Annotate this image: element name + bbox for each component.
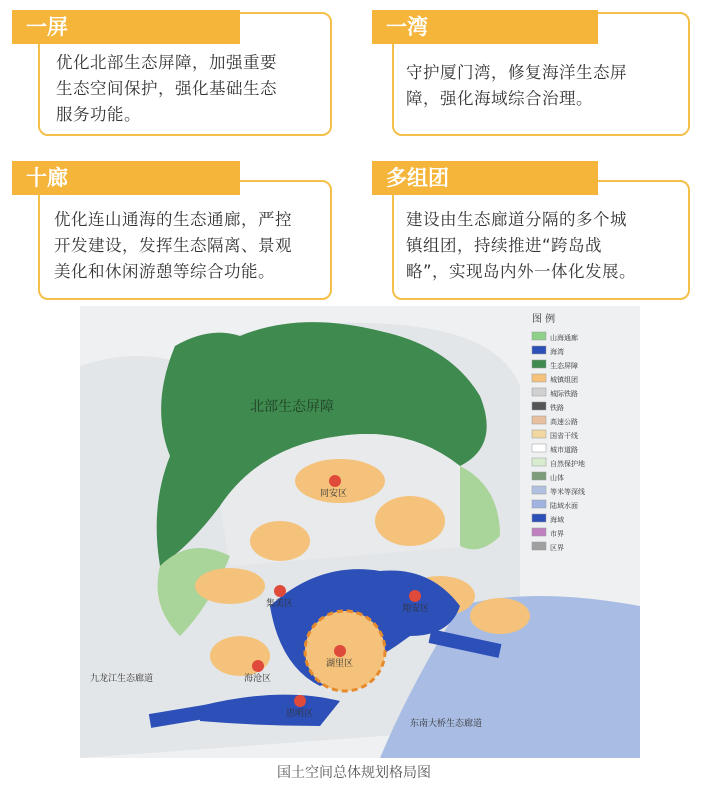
marker-tongan (329, 475, 341, 487)
legend-swatch (532, 416, 546, 424)
marker-xiangan (409, 590, 421, 602)
legend-label: 市界 (550, 530, 564, 538)
label-siming: 思明区 (286, 709, 314, 719)
legend-swatch (532, 458, 546, 466)
label-jimei: 集美区 (266, 599, 294, 609)
legend-label: 海域 (550, 516, 564, 524)
legend-label: 国省干线 (550, 432, 578, 440)
planning-map (80, 306, 640, 758)
label-tongan: 同安区 (320, 489, 348, 499)
legend-swatch (532, 444, 546, 452)
cluster-jimei-a (250, 521, 310, 561)
legend-swatch (532, 430, 546, 438)
legend-label: 海湾 (550, 348, 564, 356)
marker-huli (334, 645, 346, 657)
cluster-west-a (195, 568, 265, 604)
marker-siming (294, 695, 306, 707)
legend-label: 山体 (550, 474, 564, 482)
legend-swatch (532, 472, 546, 480)
legend-swatch (532, 374, 546, 382)
legend-swatch (532, 346, 546, 354)
tag-yiwan: 一湾 (372, 10, 598, 44)
label-corridor-right: 东南大桥生态廊道 (410, 719, 483, 729)
legend-swatch (532, 360, 546, 368)
legend-label: 陆域水面 (550, 502, 578, 510)
card-yiping-text: 优化北部生态屏障，加强重要 生态空间保护，强化基础生态 服务功能。 (56, 53, 277, 124)
legend-swatch (532, 542, 546, 550)
marker-jimei (274, 585, 286, 597)
legend-label: 生态屏障 (550, 362, 578, 370)
barrier-label: 北部生态屏障 (250, 399, 334, 415)
legend-label: 区界 (550, 544, 564, 552)
label-xiangan: 翔安区 (402, 604, 430, 614)
cluster-east-b (470, 598, 530, 634)
card-duozutuan-text: 建设由生态廊道分隔的多个城 镇组团，持续推进“跨岛战 略”，实现岛内外一体化发展。 (406, 210, 637, 281)
cluster-east-a (375, 496, 445, 546)
legend-title: 图 例 (532, 314, 556, 325)
planning-map-svg (80, 306, 640, 758)
legend-swatch (532, 402, 546, 410)
legend-label: 城镇组团 (550, 376, 578, 384)
label-corridor-left: 九龙江生态廊道 (90, 674, 154, 684)
legend-label: 城市道路 (550, 446, 578, 454)
card-yiwan-text: 守护厦门湾，修复海洋生态屏 障，强化海域综合治理。 (406, 63, 627, 108)
tag-yiping: 一屏 (12, 10, 240, 44)
legend-swatch (532, 528, 546, 536)
tag-shilang: 十廊 (12, 161, 240, 195)
tag-duozutuan: 多组团 (372, 161, 598, 195)
legend-swatch (532, 332, 546, 340)
legend-label: 山海通廊 (550, 334, 578, 342)
label-haicang: 海沧区 (244, 674, 272, 684)
legend-label: 等米等深线 (550, 488, 585, 496)
legend-label: 铁路 (550, 404, 564, 412)
marker-haicang (252, 660, 264, 672)
legend-label: 自然保护地 (550, 460, 585, 468)
legend-swatch (532, 514, 546, 522)
legend-label: 城际铁路 (550, 390, 578, 398)
legend-label: 高速公路 (550, 418, 578, 426)
map-caption: 国土空间总体规划格局图 (277, 765, 431, 781)
legend-swatch (532, 486, 546, 494)
legend-swatch (532, 388, 546, 396)
card-shilang-text: 优化连山通海的生态通廊，严控 开发建设，发挥生态隔离、景观 美化和休闲游憩等综合功能。 (54, 210, 292, 281)
label-huli: 湖里区 (326, 659, 354, 669)
legend-swatch (532, 500, 546, 508)
